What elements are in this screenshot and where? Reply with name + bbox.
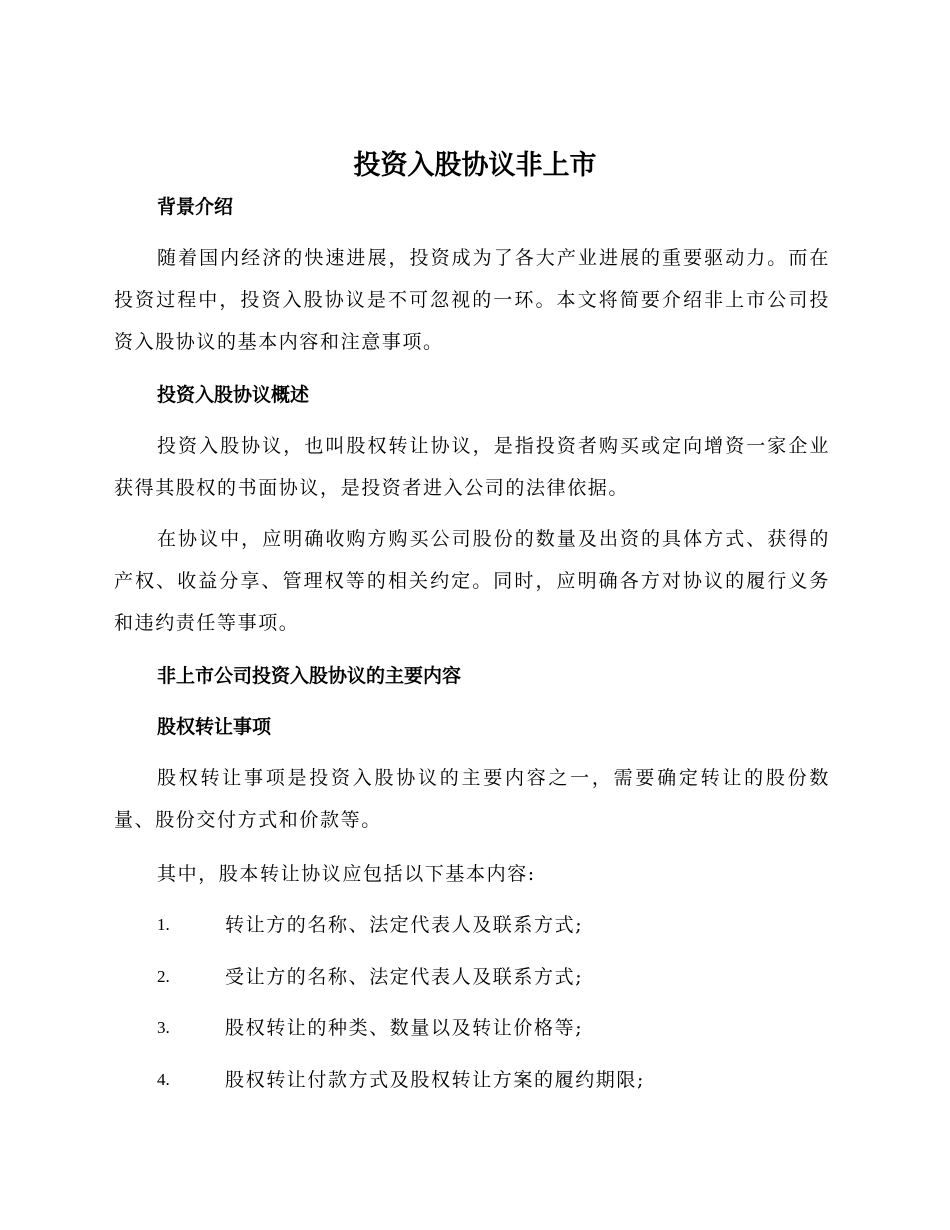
section-heading-background: 背景介绍 xyxy=(157,196,234,218)
list-item-text: 受让方的名称、法定代表人及联系方式; xyxy=(225,966,584,988)
paragraph-equity-transfer: 股权转让事项是投资入股协议的主要内容之一，需要确定转让的股份数量、股份交付方式和价款等。 xyxy=(114,767,830,831)
list-item-text: 转让方的名称、法定代表人及联系方式; xyxy=(225,914,584,936)
list-item-number: 2. xyxy=(157,967,170,986)
list-item-number: 1. xyxy=(157,915,170,934)
paragraph-overview-2: 在协议中，应明确收购方购买公司股份的数量及出资的具体方式、获得的产权、收益分享、管理权等的相关约定。同时，应明确各方对协议的履行义务和违约责任等事项。 xyxy=(114,528,830,634)
document-title: 投资入股协议非上市 xyxy=(353,150,597,181)
list-item-text: 股权转让的种类、数量以及转让价格等; xyxy=(225,1017,584,1039)
paragraph-background: 随着国内经济的快速进展，投资成为了各大产业进展的重要驱动力。而在投资过程中，投资入股协议是不可忽视的一环。本文将简要介绍非上市公司投资入股协议的基本内容和注意事项。 xyxy=(114,247,830,353)
section-heading-overview: 投资入股协议概述 xyxy=(157,384,310,406)
list-item-number: 3. xyxy=(157,1018,170,1037)
paragraph-overview-1: 投资入股协议，也叫股权转让协议，是指投资者购买或定向增资一家企业获得其股权的书面协议，是投资者进入公司的法律依据。 xyxy=(114,435,830,499)
list-item-text: 股权转让付款方式及股权转让方案的履约期限; xyxy=(225,1069,646,1091)
paragraph-transfer-intro: 其中，股本转让协议应包括以下基本内容: xyxy=(157,863,536,885)
section-heading-equity-transfer: 股权转让事项 xyxy=(157,716,272,738)
section-heading-main-content: 非上市公司投资入股协议的主要内容 xyxy=(157,665,462,687)
list-item-number: 4. xyxy=(157,1070,170,1089)
